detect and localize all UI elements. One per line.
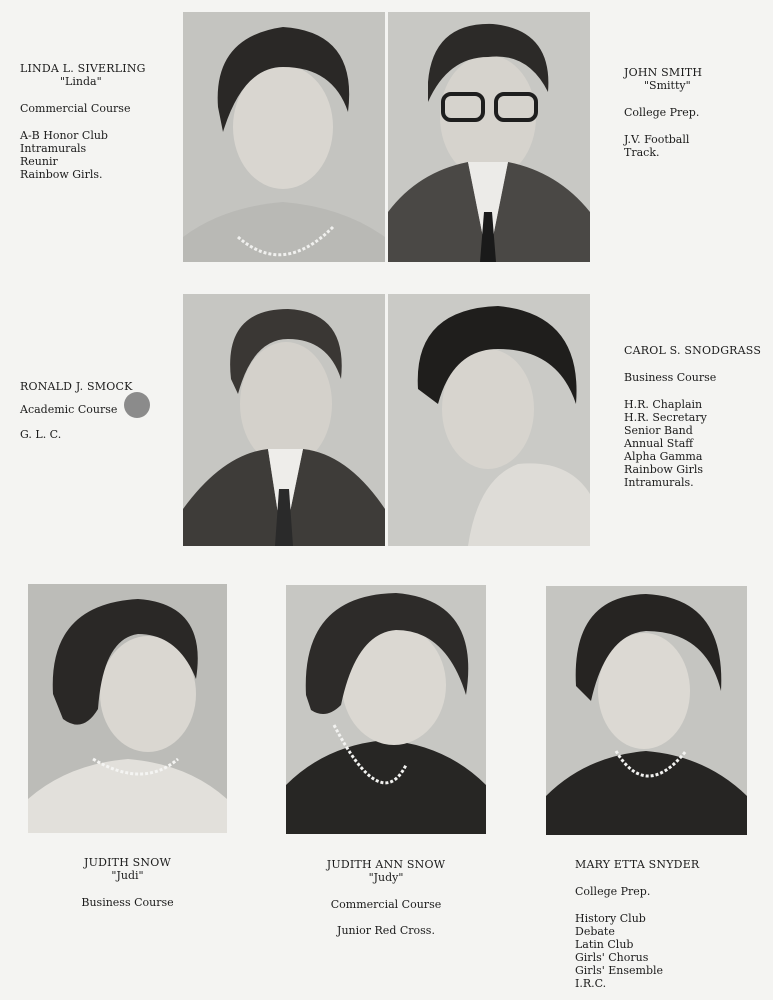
student-info-judith-ann-snow bbox=[286, 858, 486, 937]
student-course: College Prep. bbox=[624, 106, 700, 119]
portrait-photo-snyder bbox=[546, 586, 747, 835]
student-info-judith-snow bbox=[28, 856, 227, 909]
student-info-siverling bbox=[20, 62, 170, 181]
activity-item: Rainbow Girls bbox=[624, 463, 703, 476]
student-name: JOHN SMITH bbox=[624, 66, 703, 79]
student-info-snodgrass bbox=[624, 344, 772, 489]
activity-item: Alpha Gamma bbox=[624, 450, 703, 463]
student-nickname: "Judy" bbox=[368, 871, 404, 884]
activity-item: Junior Red Cross. bbox=[337, 924, 435, 937]
student-activities bbox=[20, 129, 170, 181]
activity-item: Rainbow Girls. bbox=[20, 168, 103, 181]
activity-item: G. L. C. bbox=[20, 428, 62, 441]
portrait-photo-smock bbox=[183, 294, 385, 546]
portrait-photo-judith-ann-snow bbox=[286, 585, 486, 834]
activity-item: History Club bbox=[575, 912, 646, 925]
activity-item: Annual Staff bbox=[624, 437, 694, 450]
activity-item: Girls' Ensemble bbox=[575, 964, 664, 977]
activity-item: H.R. Chaplain bbox=[624, 398, 703, 411]
activity-item: A-B Honor Club bbox=[20, 129, 108, 142]
student-name: JUDITH ANN SNOW bbox=[326, 858, 446, 871]
student-activities bbox=[624, 398, 772, 489]
student-info-snyder bbox=[575, 858, 755, 990]
activity-item: H.R. Secretary bbox=[624, 411, 707, 424]
activity-item: Intramurals bbox=[20, 142, 87, 155]
student-nickname: "Linda" bbox=[60, 75, 102, 88]
student-nickname: "Judi" bbox=[111, 869, 144, 882]
portrait-photo-judith-snow bbox=[28, 584, 227, 833]
student-name: LINDA L. SIVERLING bbox=[20, 62, 146, 75]
activity-item: Girls' Chorus bbox=[575, 951, 649, 964]
activity-item: I.R.C. bbox=[575, 977, 607, 990]
student-name: RONALD J. SMOCK bbox=[20, 380, 133, 393]
activity-item: J.V. Football bbox=[624, 133, 690, 146]
student-activities bbox=[575, 912, 755, 990]
activity-item: Debate bbox=[575, 925, 615, 938]
student-course: Commercial Course bbox=[20, 102, 131, 115]
activity-item: Reunir bbox=[20, 155, 58, 168]
student-name: MARY ETTA SNYDER bbox=[575, 858, 700, 871]
student-nickname: "Smitty" bbox=[644, 79, 691, 92]
student-course: Business Course bbox=[81, 896, 174, 909]
student-course: College Prep. bbox=[575, 885, 651, 898]
punch-hole bbox=[124, 392, 150, 418]
portrait-photo-siverling bbox=[183, 12, 385, 262]
activity-item: Senior Band bbox=[624, 424, 693, 437]
student-name: JUDITH SNOW bbox=[84, 856, 171, 869]
activity-item: Latin Club bbox=[575, 938, 634, 951]
student-course: Commercial Course bbox=[330, 898, 442, 911]
activity-item: Track. bbox=[624, 146, 660, 159]
portrait-photo-smith bbox=[388, 12, 590, 262]
activity-item: Intramurals. bbox=[624, 476, 694, 489]
student-course: Business Course bbox=[624, 371, 717, 384]
portrait-photo-snodgrass bbox=[388, 294, 590, 546]
student-name: CAROL S. SNODGRASS bbox=[624, 344, 762, 357]
student-info-smith bbox=[624, 66, 769, 159]
student-course: Academic Course bbox=[20, 403, 118, 416]
student-activities bbox=[286, 924, 486, 937]
student-activities bbox=[624, 133, 769, 159]
student-activities bbox=[20, 428, 170, 441]
